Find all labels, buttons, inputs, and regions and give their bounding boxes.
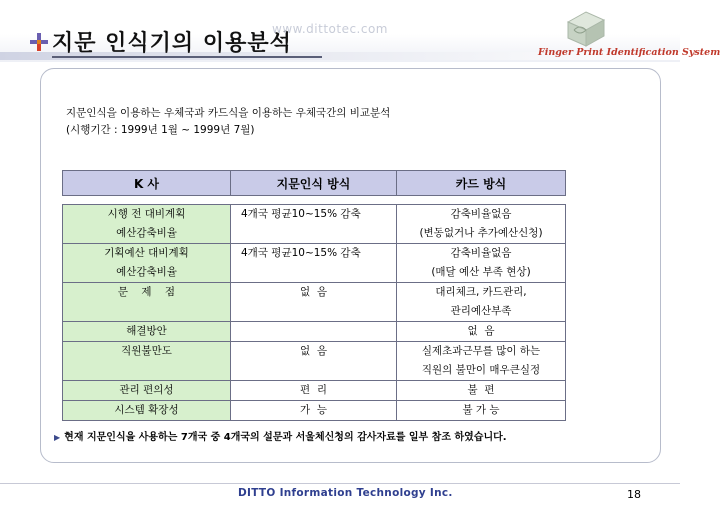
- row-label: [63, 381, 231, 400]
- cell-line: 관리예산부족: [450, 305, 512, 317]
- table-row: [63, 205, 565, 244]
- card-cell: [397, 401, 565, 420]
- row-label: [63, 205, 231, 243]
- cube-logo-icon: [560, 8, 610, 48]
- intro-text: 지문인식을 이용하는 우체국과 카드식을 이용하는 우체국간의 비교분석: [66, 107, 391, 119]
- cell-line: (변동없거나 추가예산신청): [419, 227, 543, 239]
- row-label: [63, 322, 231, 341]
- column-header-card: 카드 방식: [455, 176, 507, 191]
- row-label: [63, 342, 231, 380]
- column-header-company: K 사: [63, 171, 231, 195]
- footer-divider: [0, 483, 680, 484]
- card-cell: [397, 342, 565, 380]
- table-body: [62, 204, 566, 421]
- row-label-line: [66, 302, 227, 321]
- cell-line: 4개국 평균10~15% 감축: [241, 247, 361, 259]
- row-label: [63, 283, 231, 321]
- title-underline: [52, 56, 322, 58]
- table-row: [63, 401, 565, 420]
- row-label-line: 시스템 확장성: [114, 404, 179, 416]
- fingerprint-cell: [231, 244, 397, 282]
- cell-line: 직원의 불만이 매우큰실정: [421, 364, 541, 376]
- cell-line: 감축비율없음: [450, 208, 512, 220]
- cross-bullet-icon: [30, 33, 48, 51]
- fingerprint-cell: [231, 322, 397, 341]
- fingerprint-cell: [231, 283, 397, 321]
- cell-line: 대리체크, 카드관리,: [435, 286, 527, 298]
- row-label: [63, 401, 231, 420]
- table-header-row: [62, 170, 566, 196]
- row-label-line: 직원불만도: [121, 345, 172, 357]
- row-label: [63, 244, 231, 282]
- period-text: (시행기간 : 1999년 1월 ~ 1999년 7월): [66, 124, 255, 136]
- row-label-line: [66, 361, 227, 380]
- cell-line: 없 음: [300, 345, 327, 357]
- table-row: [63, 342, 565, 381]
- cell-line: [234, 322, 393, 341]
- row-label-line: 시행 전 대비계획: [107, 208, 186, 220]
- row-label-line: 기획예산 대비계획: [104, 247, 189, 259]
- card-cell: [397, 283, 565, 321]
- cell-line: [234, 302, 393, 321]
- row-label-line: 문 제 점: [117, 286, 176, 298]
- column-header-fingerprint: 지문인식 방식: [231, 171, 397, 195]
- card-cell: [397, 244, 565, 282]
- footnote-text: 현재 지문인식을 사용하는 7개국 중 4개국의 설문과 서울체신청의 감사자료를 일부 참조 하였습니다.: [64, 432, 507, 443]
- cell-line: [241, 263, 393, 282]
- cell-line: 4개국 평균10~15% 감축: [241, 208, 361, 220]
- row-label-line: 예산감축비율: [116, 227, 177, 239]
- footnote: [54, 428, 507, 443]
- table-row: [63, 283, 565, 322]
- slide-title: 지문 인식기의 이용분석: [52, 31, 292, 56]
- triangle-bullet-icon: ▶: [54, 433, 61, 442]
- card-cell: [397, 205, 565, 243]
- page-number: 18: [627, 488, 641, 501]
- cell-line: 없 음: [467, 325, 495, 337]
- company-name: DITTO Information Technology Inc.: [238, 487, 453, 499]
- row-label-line: 해결방안: [126, 325, 167, 337]
- cell-line: 가 능: [300, 404, 327, 416]
- cell-line: [241, 224, 393, 243]
- cell-line: [234, 361, 393, 380]
- row-label-line: 관리 편의성: [119, 384, 174, 396]
- cell-line: 불 가 능: [462, 404, 500, 416]
- cell-line: 실제초과근무를 많이 하는: [421, 345, 541, 357]
- cell-line: (매달 예산 부족 현상): [431, 266, 531, 278]
- cell-line: 감축비율없음: [450, 247, 512, 259]
- card-cell: [397, 322, 565, 341]
- fingerprint-cell: [231, 401, 397, 420]
- table-row: [63, 322, 565, 342]
- cell-line: 편 리: [300, 384, 327, 396]
- table-row: [63, 381, 565, 401]
- cell-line: 불 편: [467, 384, 495, 396]
- comparison-table: [62, 170, 566, 421]
- brand-caption: Finger Print Identification System: [538, 47, 720, 58]
- cell-line: 없 음: [300, 286, 327, 298]
- table-row: [63, 244, 565, 283]
- card-cell: [397, 381, 565, 400]
- watermark-url: www.dittotec.com: [272, 22, 388, 36]
- fingerprint-cell: [231, 205, 397, 243]
- fingerprint-cell: [231, 342, 397, 380]
- fingerprint-cell: [231, 381, 397, 400]
- row-label-line: 예산감축비율: [116, 266, 177, 278]
